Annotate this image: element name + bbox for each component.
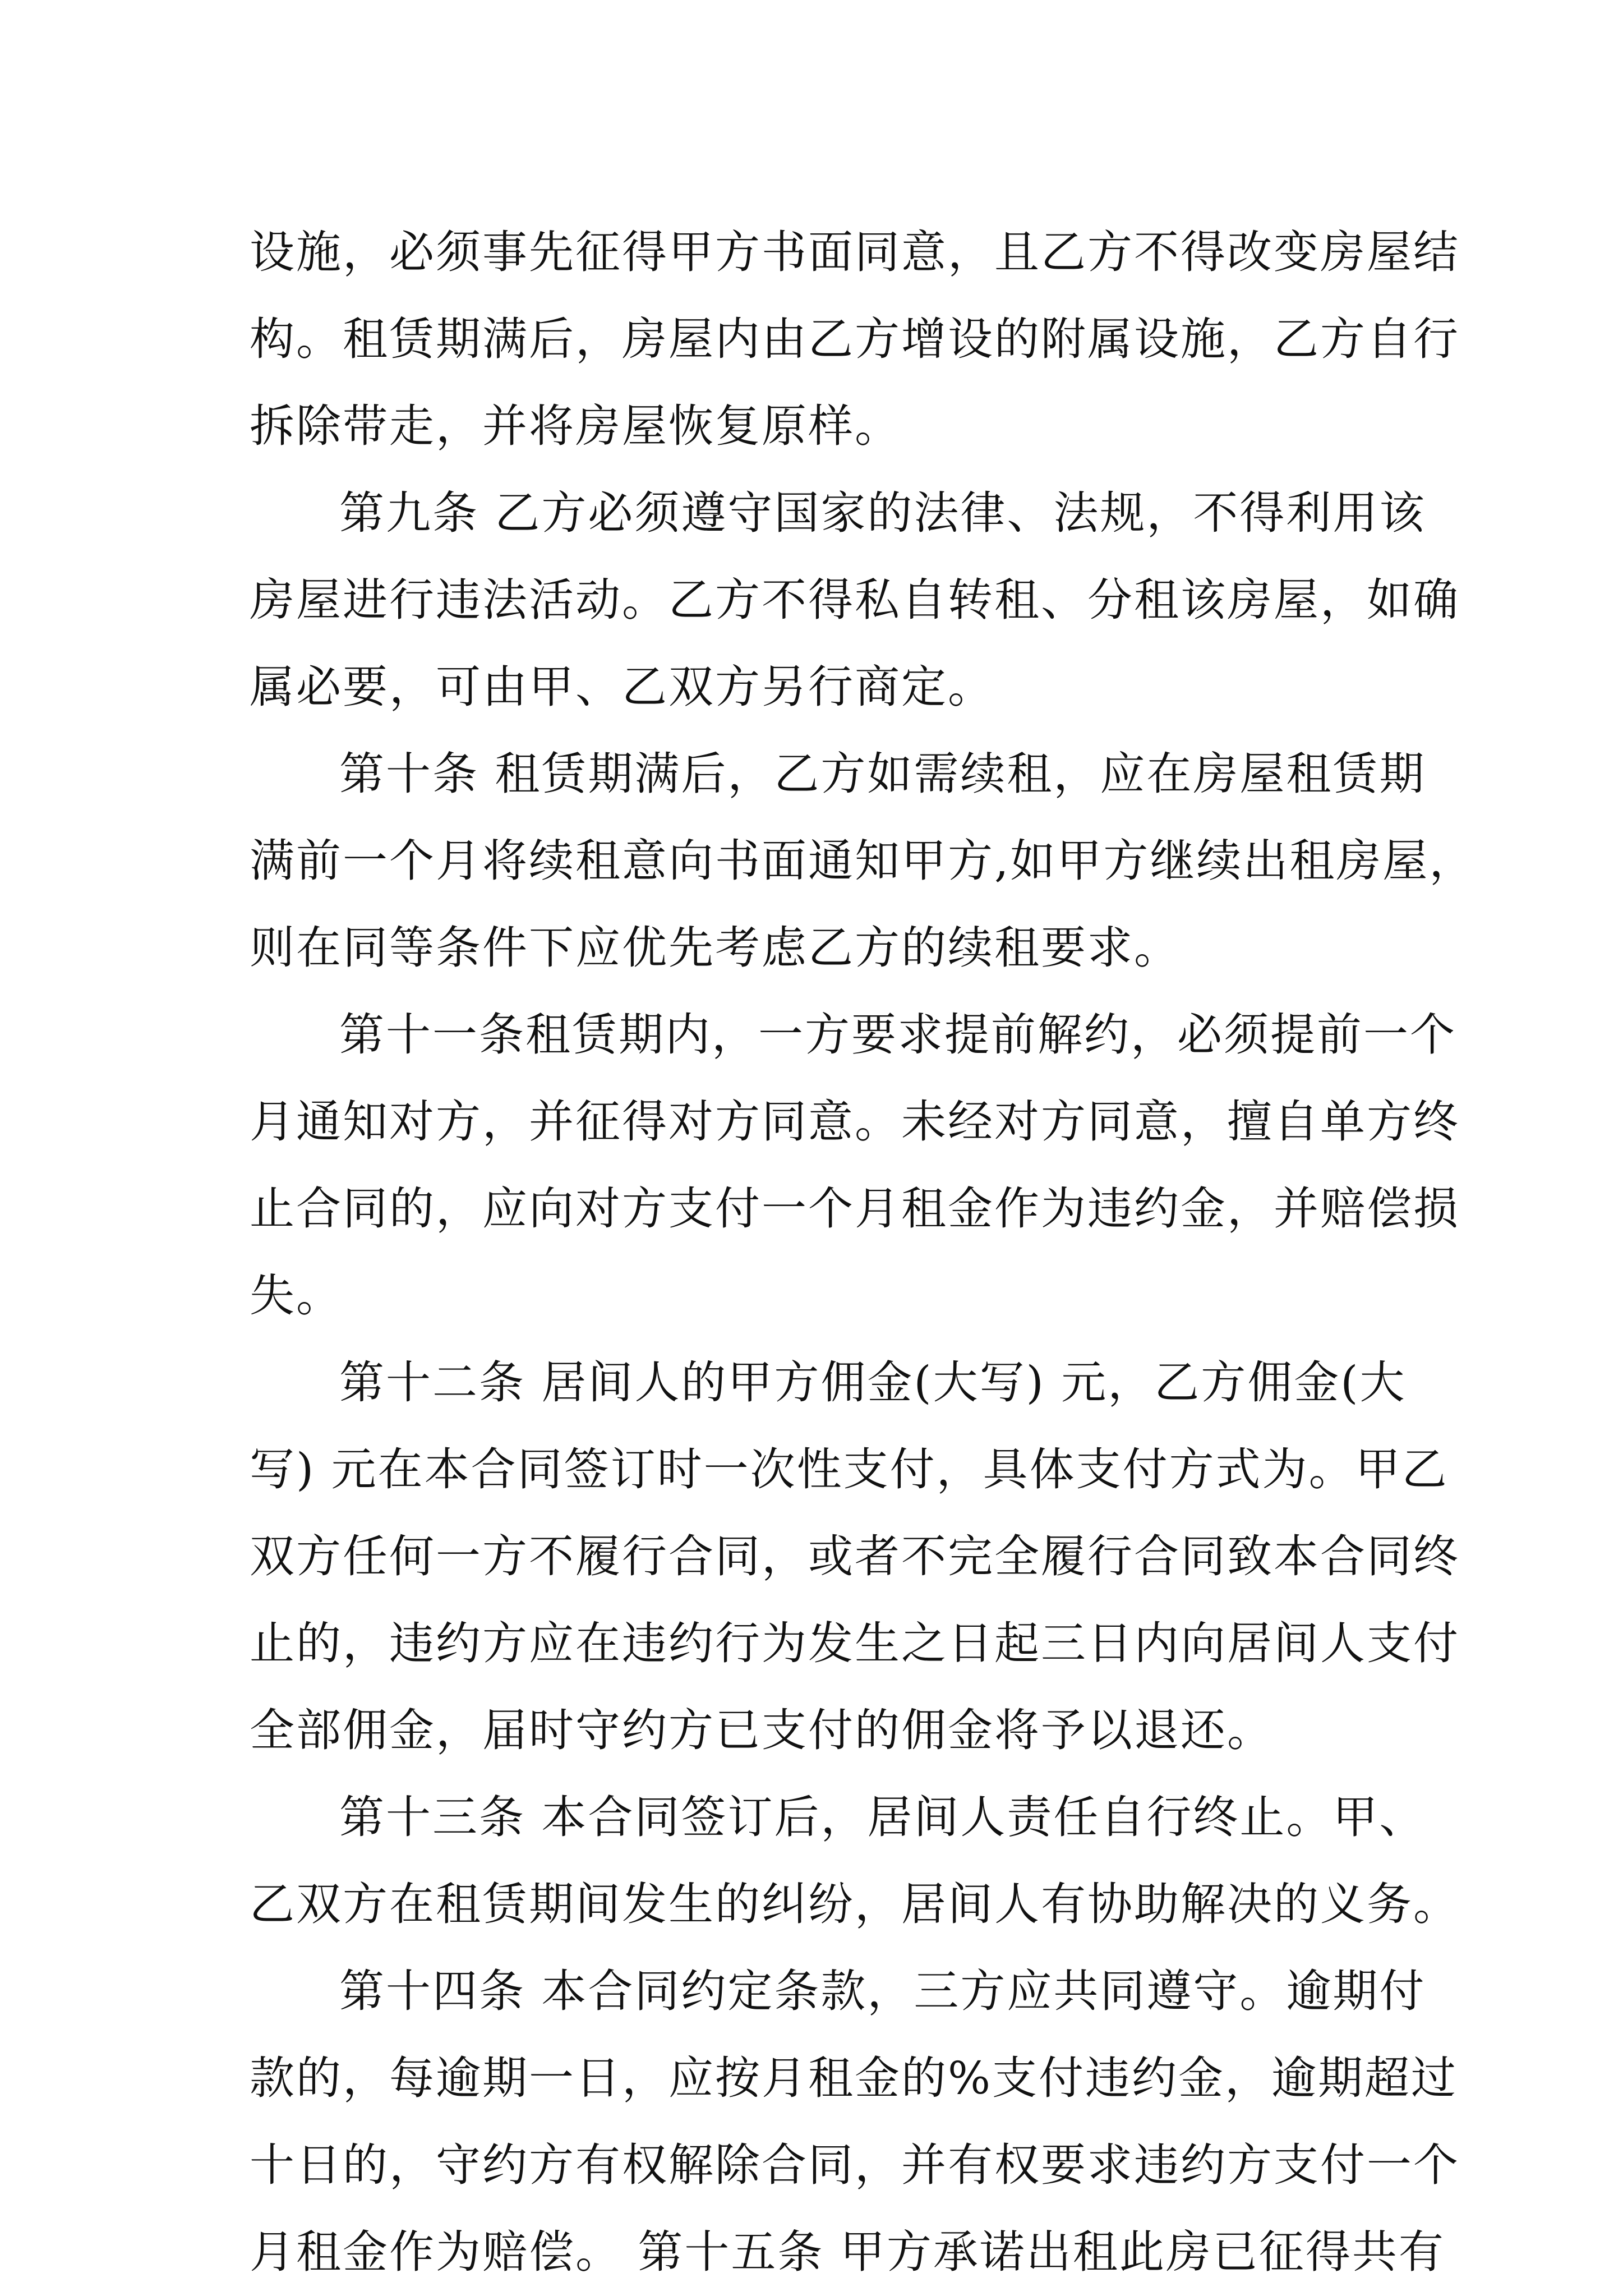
text-line: 拆除带走，并将房屋恢复原样。	[250, 400, 901, 452]
text-line: 十日的，守约方有权解除合同，并有权要求违约方支付一个	[250, 2139, 1460, 2191]
text-line: 全部佣金，届时守约方已支付的佣金将予以退还。	[250, 1704, 1274, 1756]
article-9-heading-line: 第九条 乙方必须遵守国家的法律、法规，不得利用该	[339, 487, 1426, 539]
text-line: 则在同等条件下应优先考虑乙方的续租要求。	[250, 922, 1181, 974]
text-line: 止合同的，应向对方支付一个月租金作为违约金，并赔偿损	[250, 1182, 1460, 1235]
article-10-heading-line: 第十条 租赁期满后，乙方如需续租，应在房屋租赁期	[339, 748, 1426, 800]
text-line: 构。租赁期满后，房屋内由乙方增设的附属设施，乙方自行	[250, 313, 1460, 365]
text-line: 设施，必须事先征得甲方书面同意，且乙方不得改变房屋结	[250, 226, 1460, 278]
text-line: 乙双方在租赁期间发生的纠纷，居间人有协助解决的义务。	[250, 1878, 1460, 1930]
text-line: 属必要，可由甲、乙双方另行商定。	[250, 661, 994, 713]
text-line: 止的，违约方应在违约行为发生之日起三日内向居间人支付	[250, 1617, 1460, 1669]
text-line: 双方任何一方不履行合同，或者不完全履行合同致本合同终	[250, 1530, 1460, 1582]
text-line: 房屋进行违法活动。乙方不得私自转租、分租该房屋，如确	[250, 574, 1460, 626]
text-line: 写) 元在本合同签订时一次性支付，具体支付方式为。甲乙	[250, 1443, 1449, 1496]
text-line: 满前一个月将续租意向书面通知甲方,如甲方继续出租房屋，	[250, 835, 1476, 887]
article-12-heading-line: 第十二条 居间人的甲方佣金(大写) 元，乙方佣金(大	[339, 1356, 1407, 1409]
article-11-heading-line: 第十一条租赁期内，一方要求提前解约，必须提前一个	[339, 1009, 1456, 1061]
text-line: 失。	[250, 1269, 343, 1322]
article-14-heading-line: 第十四条 本合同约定条款，三方应共同遵守。逾期付	[339, 1965, 1426, 2017]
text-line: 款的，每逾期一日，应按月租金的%支付违约金，逾期超过	[250, 2052, 1458, 2104]
text-line: 月通知对方，并征得对方同意。未经对方同意，擅自单方终	[250, 1096, 1460, 1148]
article-13-heading-line: 第十三条 本合同签订后，居间人责任自行终止。甲、	[339, 1791, 1426, 1843]
text-line: 月租金作为赔偿。 第十五条 甲方承诺出租此房已征得共有	[250, 2226, 1445, 2278]
